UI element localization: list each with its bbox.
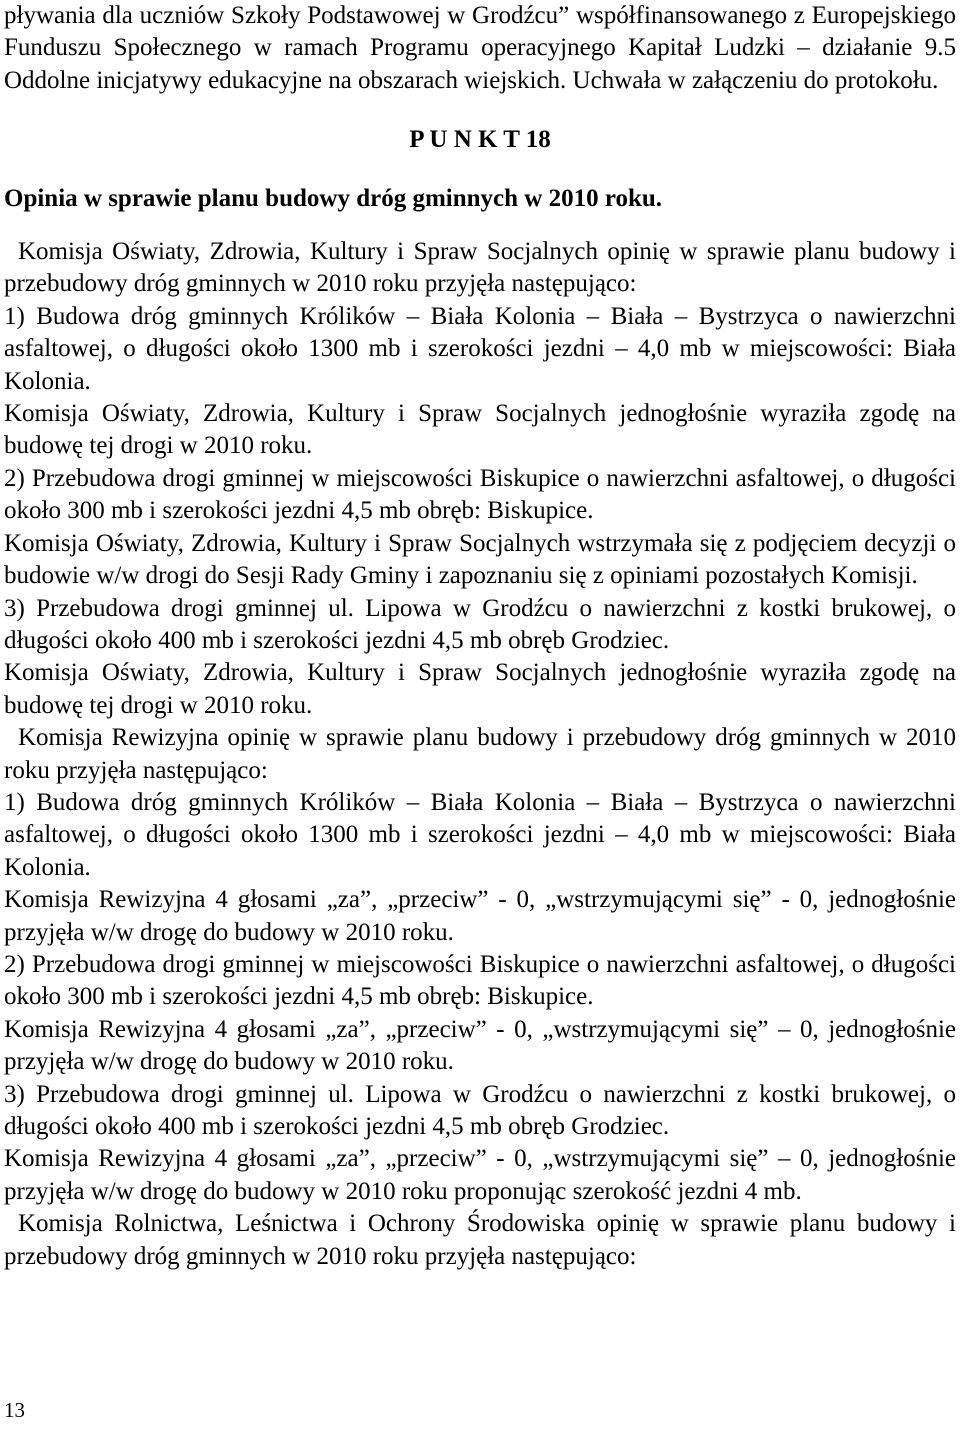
body-paragraph-item-3: 3) Przebudowa drogi gminnej ul. Lipowa w Grodźcu o nawierzchni z kostki brukowej, o długości około 400 mb i szerokości jezdni 4,5 mb obręb Grodziec. xyxy=(4,594,956,654)
body-paragraph-item-1: 1) Budowa dróg gminnych Królików – Biała Kolonia – Biała – Bystrzyca o nawierzchni asfaltowej, o długości około 1300 mb i szerokości jezdni – 4,0 mb w miejscowości: Biała Kolonia. xyxy=(4,302,956,395)
intro-paragraph: pływania dla uczniów Szkoły Podstawowej w Grodźcu” współfinansowanego z Europejskiego Funduszu Społecznego w ramach Programu operacyjnego Kapitał Ludzki – działanie 9.5 Oddolne inicjatywy edukacyjne na obszarach wiejskich. Uchwała w załączeniu do protokołu. xyxy=(4,2,956,94)
body-paragraph-rewizyjna-item-3: 3) Przebudowa drogi gminnej ul. Lipowa w Grodźcu o nawierzchni z kostki brukowej, o długości około 400 mb i szerokości jezdni 4,5 mb obręb Grodziec. xyxy=(4,1080,956,1140)
body-paragraph-rewizyjna-vote-3: Komisja Rewizyjna 4 głosami „za”, „przeciw” - 0, „wstrzymującymi się” – 0, jednogłośnie przyjęła w/w drogę do budowy w 2010 roku proponując szerokość jezdni 4 mb. xyxy=(4,1145,956,1205)
document-page xyxy=(4,0,956,1273)
body-paragraph-rewizyjna-item-2: 2) Przebudowa drogi gminnej w miejscowości Biskupice o nawierzchni asfaltowej, o długości około 300 mb i szerokości jezdni 4,5 mb obręb: Biskupice. xyxy=(4,950,956,1011)
body-paragraph-opinion-2: Komisja Oświaty, Zdrowia, Kultury i Spraw Socjalnych wstrzymała się z podjęciem decyzji o budowie w/w drogi do Sesji Rady Gminy i zapoznaniu się z opiniami pozostałych Komisji. xyxy=(4,529,956,590)
body-paragraph-rewizyjna-vote-2: Komisja Rewizyjna 4 głosami „za”, „przeciw” - 0, „wstrzymującymi się” – 0, jednogłośnie przyjęła w/w drogę do budowy w 2010 roku. xyxy=(4,1015,956,1076)
punkt-heading: P U N K T 18 xyxy=(409,126,551,154)
body-paragraph-item-2: 2) Przebudowa drogi gminnej w miejscowości Biskupice o nawierzchni asfaltowej, o długości około 300 mb i szerokości jezdni 4,5 mb obręb: Biskupice. xyxy=(4,464,956,525)
section-subheading: Opinia w sprawie planu budowy dróg gminnych w 2010 roku. xyxy=(4,184,663,212)
body-paragraph-rewizyjna-vote-1: Komisja Rewizyjna 4 głosami „za”, „przeciw” - 0, „wstrzymującymi się” - 0, jednogłośnie przyjęła w/w drogę do budowy w 2010 roku. xyxy=(4,886,956,946)
body-paragraph-opinion-3: Komisja Oświaty, Zdrowia, Kultury i Spraw Socjalnych jednogłośnie wyraziła zgodę na budowę tej drogi w 2010 roku. xyxy=(4,659,956,719)
body-paragraph-komisja-oswiaty-intro: Komisja Oświaty, Zdrowia, Kultury i Spraw Socjalnych opinię w sprawie planu budowy i przebudowy dróg gminnych w 2010 roku przyjęła następująco: xyxy=(4,238,956,298)
body-paragraph-opinion-1: Komisja Oświaty, Zdrowia, Kultury i Spraw Socjalnych jednogłośnie wyraziła zgodę na budowę tej drogi w 2010 roku. xyxy=(4,400,956,460)
page-number: 13 xyxy=(4,1398,25,1422)
body-paragraph-komisja-rewizyjna-intro: Komisja Rewizyjna opinię w sprawie planu budowy i przebudowy dróg gminnych w 2010 roku przyjęła następująco: xyxy=(4,724,956,784)
body-paragraph-komisja-rolnictwa-intro: Komisja Rolnictwa, Leśnictwa i Ochrony Środowiska opinię w sprawie planu budowy i przebudowy dróg gminnych w 2010 roku przyjęła następująco: xyxy=(4,1210,956,1270)
body-paragraph-rewizyjna-item-1: 1) Budowa dróg gminnych Królików – Biała Kolonia – Biała – Bystrzyca o nawierzchni asfaltowej, o długości około 1300 mb i szerokości jezdni – 4,0 mb w miejscowości: Biała Kolonia. xyxy=(4,788,956,881)
